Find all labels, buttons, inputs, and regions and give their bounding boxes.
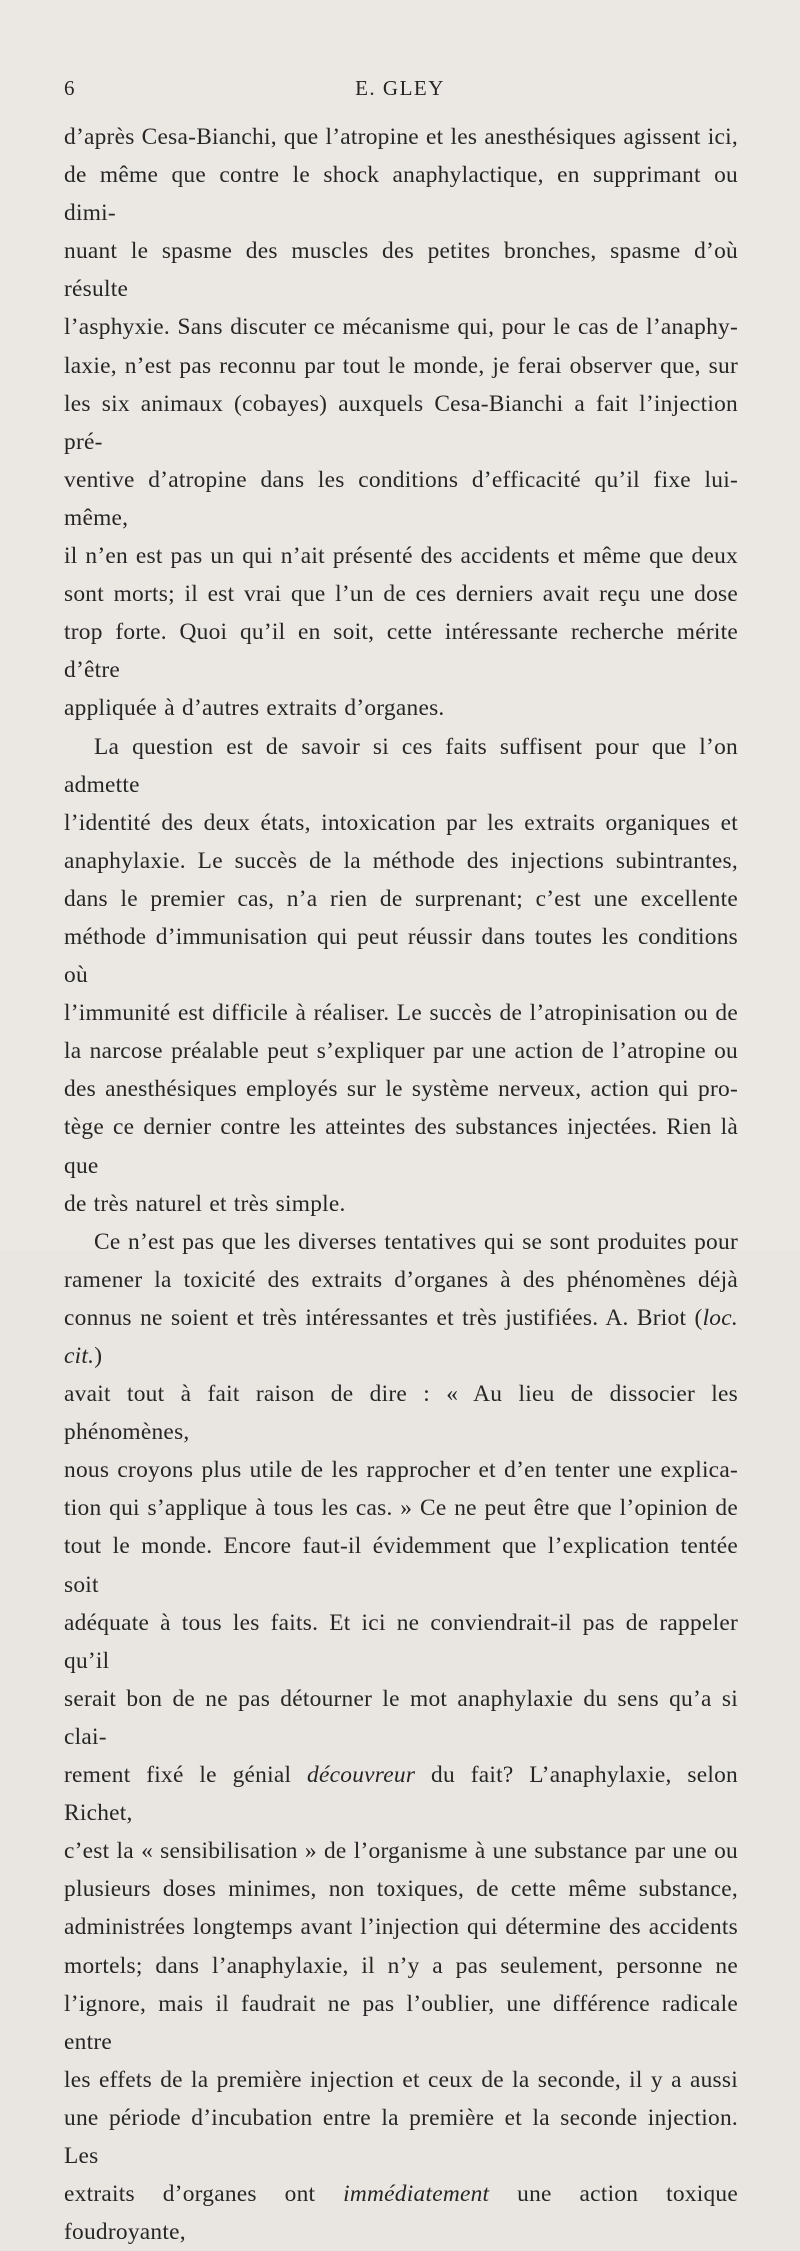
text-line: avait tout à fait raison de dire : « Au lieu de dissocier les phénomènes,	[64, 1381, 738, 1446]
text-segment: une action toxique foudroyante,	[64, 2181, 738, 2246]
text-segment: du fait? L’anaphylaxie, selon Richet,	[64, 1762, 738, 1827]
text-line: tout le monde. Encore faut-il évidemment que l’explication tentée soit	[64, 1533, 738, 1598]
text-line: anaphylaxie. Le succès de la méthode des injections subintrantes,	[64, 847, 738, 874]
text-segment: extraits d’organes ont	[64, 2181, 344, 2208]
text-line: il n’en est pas un qui n’ait présenté des accidents et même que deux	[64, 543, 738, 570]
text-line: nuant le spasme des muscles des petites bronches, spasme d’où résulte	[64, 238, 738, 303]
text-line	[64, 2175, 738, 2251]
text-line: mortels; dans l’anaphylaxie, il n’y a pas seulement, personne ne	[64, 1952, 738, 1979]
text-line: plusieurs doses minimes, non toxiques, de cette même substance,	[64, 1876, 738, 1903]
text-line: méthode d’immunisation qui peut réussir dans toutes les conditions où	[64, 923, 738, 989]
text-line: l’asphyxie. Sans discuter ce mécanisme qui, pour le cas de l’anaphy-	[64, 314, 738, 341]
text-line: l’immunité est difficile à réaliser. Le succès de l’atropinisation ou de	[64, 1000, 738, 1027]
text-line: de même que contre le shock anaphylactique, en supprimant ou dimi-	[64, 162, 738, 227]
running-head: E. GLEY	[355, 76, 445, 100]
text-line: les effets de la première injection et ceux de la seconde, il y a aussi	[64, 2066, 738, 2093]
text-line: appliquée à d’autres extraits d’organes.	[64, 695, 445, 722]
text-line: serait bon de ne pas détourner le mot anaphylaxie du sens qu’a si clai-	[64, 1685, 738, 1750]
text-line: dans le premier cas, n’a rien de surprenant; c’est une excellente	[64, 885, 738, 912]
text-line: de très naturel et très simple.	[64, 1190, 346, 1217]
italic-citation: loc. cit.	[64, 1304, 738, 1369]
text-line: l’ignore, mais il faudrait ne pas l’oublier, une différence radicale entre	[64, 1990, 738, 2055]
text-line: trop forte. Quoi qu’il en soit, cette intéressante recherche mérite d’être	[64, 619, 738, 684]
text-line	[64, 1299, 738, 1375]
text-line: l’identité des deux états, intoxication par les extraits organiques et	[64, 809, 738, 836]
body-text	[64, 118, 738, 2251]
text-line	[64, 1756, 738, 1832]
text-line: une période d’incubation entre la première et la seconde injection. Les	[64, 2104, 738, 2169]
text-line: tège ce dernier contre les atteintes des substances injectées. Rien là que	[64, 1114, 738, 1179]
text-segment: connus ne soient et très intéressantes et très justifiées. A. Briot (	[64, 1304, 703, 1331]
text-line: d’après Cesa-Bianchi, que l’atropine et les anesthésiques agissent ici,	[64, 124, 738, 150]
text-line: des anesthésiques employés sur le système nerveux, action qui pro-	[64, 1076, 738, 1103]
text-line: laxie, n’est pas reconnu par tout le monde, je ferai observer que, sur	[64, 352, 738, 379]
text-line: ventive d’atropine dans les conditions d’efficacité qu’il fixe lui-même,	[64, 466, 738, 531]
text-line: sont morts; il est vrai que l’un de ces derniers avait reçu une dose	[64, 581, 738, 608]
text-line: les six animaux (cobayes) auxquels Cesa-Bianchi a fait l’injection pré-	[64, 390, 738, 455]
text-line: adéquate à tous les faits. Et ici ne conviendrait-il pas de rappeler qu’il	[64, 1609, 738, 1674]
text-line: Ce n’est pas que les diverses tentatives qui se sont produites pour	[94, 1228, 738, 1255]
text-line: la narcose préalable peut s’expliquer par une action de l’atropine ou	[64, 1038, 738, 1065]
text-line: La question est de savoir si ces faits suffisent pour que l’on admette	[64, 733, 738, 798]
text-line: ramener la toxicité des extraits d’organes à des phénomènes déjà	[64, 1266, 738, 1293]
italic-word: immédiatement	[343, 2181, 490, 2208]
page-number: 6	[64, 76, 75, 100]
text-line: tion qui s’applique à tous les cas. » Ce ne peut être que l’opinion de	[64, 1495, 738, 1522]
text-line: administrées longtemps avant l’injection qui détermine des accidents	[64, 1914, 738, 1941]
page-header	[64, 76, 736, 104]
text-segment: )	[94, 1343, 103, 1369]
italic-word: découvreur	[307, 1762, 416, 1789]
text-segment: rement fixé le génial	[64, 1762, 308, 1789]
text-line: nous croyons plus utile de les rapprocher et d’en tenter une explica-	[64, 1457, 738, 1484]
text-line: c’est la « sensibilisation » de l’organisme à une substance par une ou	[64, 1838, 738, 1865]
